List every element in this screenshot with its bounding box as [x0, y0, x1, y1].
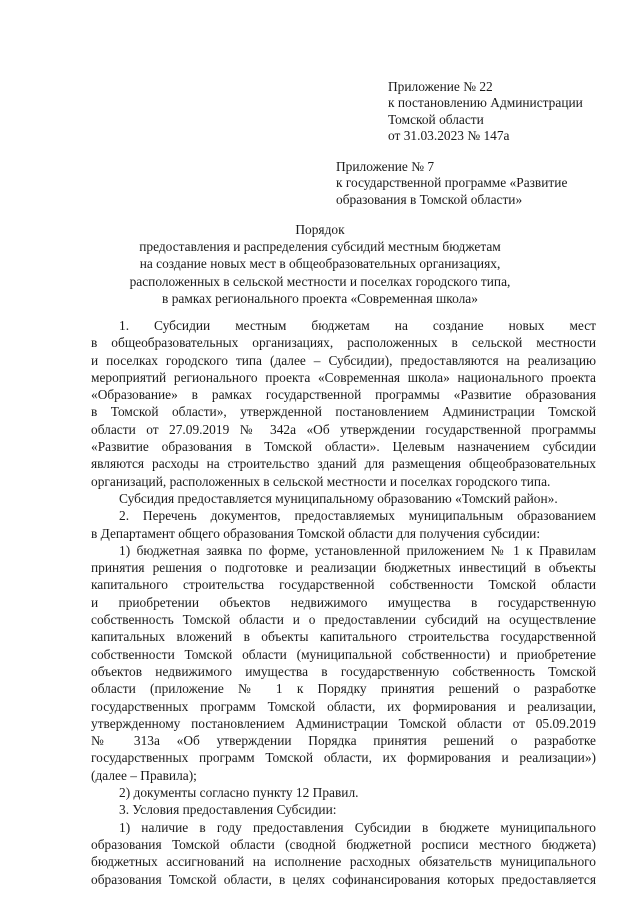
body-line: образования Томской области (сводной бюджетной росписи местного бюджета) [91, 836, 596, 852]
title-line-3: на создание новых мест в общеобразовательных организациях, [139, 256, 501, 272]
body-line: государственных программ Томской области, их формирования и реализации») [91, 750, 596, 766]
annex-7-number: Приложение № 7 [336, 159, 435, 174]
body-line: государственных программ Томской области, их формирования и реализации, [91, 698, 596, 714]
annex-22-header [388, 79, 583, 145]
body-line: 2) документы согласно пункту 12 Правил. [119, 785, 359, 801]
annex-22-number: Приложение № 22 [388, 79, 493, 94]
annex-7-program-cont: образования в Томской области» [336, 191, 523, 207]
body-line: 3. Условия предоставления Субсидии: [119, 802, 337, 818]
body-line: бюджетных ассигнований на исполнение расходных обязательств муниципального [91, 854, 596, 870]
body-line: области от 27.09.2019 № 342а «Об утверждении государственной программы [91, 421, 596, 437]
body-line: в общеобразовательных организациях, расположенных в сельской местности [91, 335, 596, 351]
body-line: 2. Перечень документов, предоставляемых муниципальным образованием [119, 508, 596, 524]
body-line: 1) наличие в году предоставления Субсидии в бюджете муниципального [119, 819, 596, 835]
body-line: в Томской области», утвержденной постановлением Администрации Томской [91, 404, 596, 420]
body-line: являются расходы на строительство зданий для размещения общеобразовательных [91, 456, 596, 472]
body-line: области (приложение № 1 к Порядку принятия решений о разработке [91, 681, 596, 697]
body-line: 1) бюджетная заявка по форме, установленной приложением № 1 к Правилам [119, 542, 596, 558]
title-line-1: Порядок [295, 222, 345, 237]
document-title [0, 221, 640, 307]
body-line: объектов недвижимого имущества в государственную собственность Томской [91, 663, 596, 679]
body-line: «Развитие образования в Томской области». Целевым назначением субсидии [91, 439, 596, 455]
body-line: образования Томской области, в целях софинансирования которых предоставляется [91, 871, 596, 887]
body-line: № 313а «Об утверждении Порядка принятия решений о разработке [91, 733, 596, 749]
annex-7-program: к государственной программе «Развитие [336, 175, 568, 191]
title-line-2: предоставления и распределения субсидий местным бюджетам [139, 239, 501, 255]
body-line: принятия решения о подготовке и реализации бюджетных инвестиций в объекты [91, 560, 596, 576]
body-line: капитального строительства государственной собственности Томской области [91, 577, 596, 593]
body-line: собственности Томской области (муниципальной собственности) и приобретение [91, 646, 596, 662]
annex-22-region: Томской области [388, 111, 484, 127]
annex-22-resolution: к постановлению Администрации [388, 95, 583, 111]
body-line: утвержденному постановлением Администрации Томской области от 05.09.2019 [91, 715, 596, 731]
body-line: (далее – Правила); [91, 767, 197, 783]
document-body [91, 317, 596, 888]
body-line: Субсидия предоставляется муниципальному образованию «Томский район». [119, 490, 558, 506]
body-line: в Департамент общего образования Томской области для получения субсидии: [91, 525, 541, 541]
title-line-5: в рамках регионального проекта «Современная школа» [162, 290, 478, 306]
body-line: 1. Субсидии местным бюджетам на создание новых мест [119, 318, 596, 333]
body-line: организаций, расположенных в сельской местности и поселках городского типа. [91, 473, 551, 489]
body-line: собственность Томской области и о предоставлении субсидий на осуществление [91, 612, 596, 628]
body-line: капитальных вложений в объекты капитального строительства государственной [91, 629, 596, 645]
annex-22-date: от 31.03.2023 № 147а [388, 128, 510, 144]
body-line: мероприятий регионального проекта «Современная школа» национального проекта [91, 369, 596, 385]
title-line-4: расположенных в сельской местности и поселках городского типа, [129, 273, 511, 289]
body-line: «Образование» в рамках государственной программы «Развитие образования [91, 387, 596, 403]
annex-7-header [336, 159, 567, 208]
body-line: и поселках городского типа (далее – Субсидии), предоставляются на реализацию [91, 352, 596, 368]
body-line: и приобретении объектов недвижимого имущества в государственную [91, 594, 596, 610]
